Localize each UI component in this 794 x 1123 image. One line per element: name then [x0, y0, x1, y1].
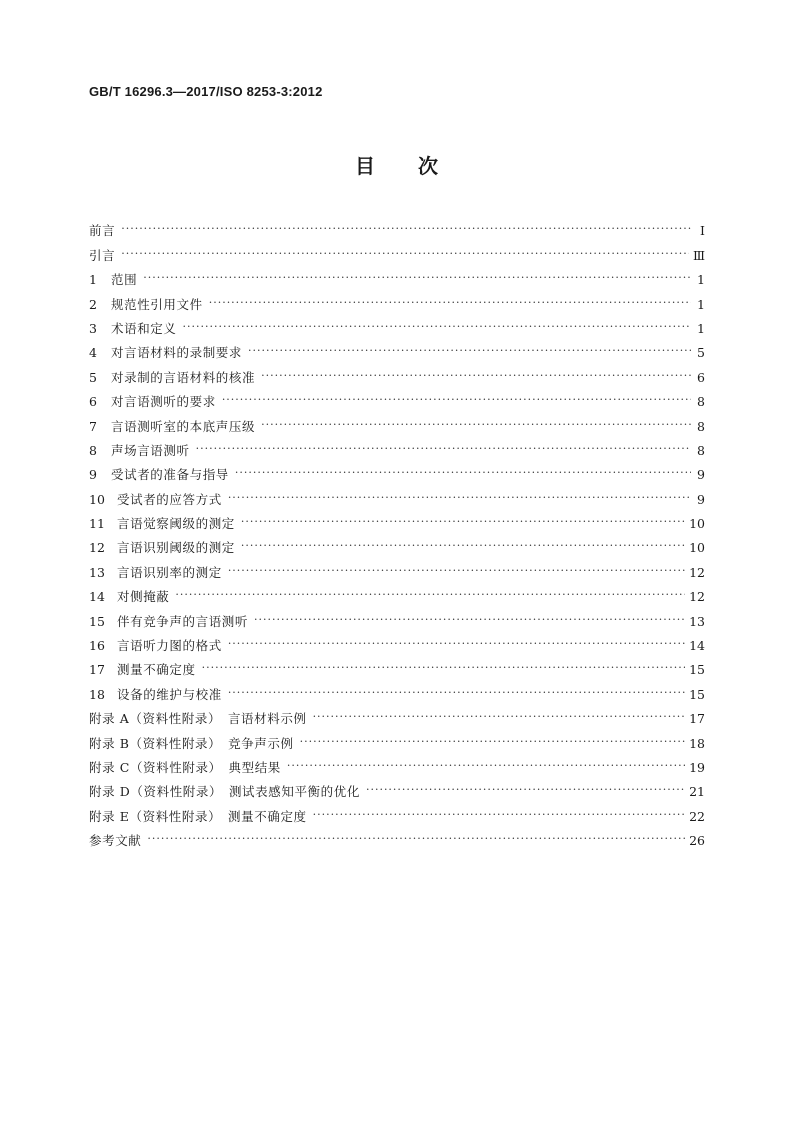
toc-entry-page: 5: [697, 345, 705, 361]
toc-entry[interactable]: [89, 483, 705, 507]
toc-entry-label: 伴有竞争声的言语测听: [117, 613, 249, 629]
toc-entry[interactable]: [89, 239, 705, 263]
toc-entry-number: 8: [89, 442, 97, 458]
toc-entry-label: 声场言语测听: [111, 442, 190, 458]
toc-entry-number: 15: [89, 613, 105, 629]
toc-entry-page: 8: [697, 418, 705, 434]
toc-entry-page: 9: [697, 467, 705, 483]
toc-entry-number: 7: [89, 418, 97, 434]
toc-entry[interactable]: [89, 264, 705, 288]
toc-entry-label: 引言: [89, 247, 116, 263]
toc-entry-label: 受试者的准备与指导: [111, 467, 229, 483]
toc-entry[interactable]: [89, 386, 705, 410]
toc-entry-page: Ⅲ: [692, 247, 705, 263]
toc-entry-label: 附录 A（资料性附录） 言语材料示例: [89, 711, 307, 727]
toc-entry-number: 16: [89, 638, 105, 654]
toc-entry[interactable]: [89, 581, 705, 605]
toc-entry[interactable]: [89, 605, 705, 629]
toc-entry-label: 言语测听室的本底声压级: [111, 418, 256, 434]
toc-entry[interactable]: [89, 800, 705, 824]
toc-entry-label: 设备的维护与校准: [117, 686, 222, 702]
toc-entry[interactable]: [89, 825, 705, 849]
toc-entry[interactable]: [89, 752, 705, 776]
standard-code-header: GB/T 16296.3—2017/ISO 8253-3:2012: [89, 84, 323, 99]
toc-leader-dots: [300, 734, 685, 750]
toc-title: 目 次: [355, 154, 439, 178]
toc-entry-page: 8: [697, 442, 705, 458]
toc-leader-dots: [196, 441, 691, 457]
toc-entry-page: 8: [697, 394, 705, 410]
toc-entry-label: 对录制的言语材料的核准: [111, 369, 256, 385]
toc-entry-number: 12: [89, 540, 105, 556]
toc-leader-dots: [261, 417, 691, 433]
toc-entry[interactable]: [89, 654, 705, 678]
toc-entry[interactable]: [89, 556, 705, 580]
toc-entry[interactable]: [89, 435, 705, 459]
toc-entry[interactable]: [89, 508, 705, 532]
toc-entry-label: 附录 B（资料性附录） 竞争声示例: [89, 735, 294, 751]
toc-leader-dots: [209, 295, 691, 311]
toc-entry-label: 言语识别率的测定: [117, 564, 222, 580]
toc-leader-dots: [366, 782, 685, 798]
toc-leader-dots: [235, 465, 691, 481]
toc-entry-page: 18: [689, 735, 705, 751]
toc-entry-page: 1: [697, 320, 705, 336]
toc-leader-dots: [143, 270, 691, 286]
toc-entry-label: 规范性引用文件: [111, 296, 203, 312]
toc-leader-dots: [175, 587, 685, 603]
toc-leader-dots: [183, 319, 691, 335]
toc-entry-label: 附录 C（资料性附录） 典型结果: [89, 759, 281, 775]
toc-entry-label: 言语识别阈级的测定: [117, 540, 235, 556]
toc-leader-dots: [121, 246, 689, 262]
toc-leader-dots: [313, 709, 686, 725]
toc-entry-number: 9: [89, 467, 97, 483]
toc-entry-page: 10: [689, 540, 705, 556]
toc-entry-page: 12: [689, 564, 705, 580]
toc-leader-dots: [228, 636, 685, 652]
toc-leader-dots: [261, 368, 691, 384]
toc-entry-label: 对言语测听的要求: [111, 394, 216, 410]
toc-leader-dots: [254, 612, 685, 628]
toc-entry-number: 4: [89, 345, 97, 361]
toc-entry-label: 范围: [111, 272, 138, 288]
toc-entry-page: 15: [689, 686, 705, 702]
toc-entry-page: 17: [689, 711, 705, 727]
toc-entry-label: 对言语材料的录制要求: [111, 345, 243, 361]
toc-leader-dots: [121, 221, 691, 237]
toc-leader-dots: [241, 538, 685, 554]
toc-entry-page: 12: [689, 589, 705, 605]
toc-entry-page: 9: [697, 491, 705, 507]
toc-entry-number: 18: [89, 686, 105, 702]
toc-entry-page: 1: [697, 296, 705, 312]
toc-entry-label: 对侧掩蔽: [117, 589, 170, 605]
toc-entry-number: 17: [89, 662, 105, 678]
toc-entry-page: 14: [689, 638, 705, 654]
toc-leader-dots: [222, 392, 691, 408]
toc-entry-label: 附录 E（资料性附录） 测量不确定度: [89, 808, 307, 824]
toc-entry-number: 13: [89, 564, 105, 580]
toc-entry[interactable]: [89, 532, 705, 556]
toc-entry-label: 参考文献: [89, 833, 142, 849]
toc-leader-dots: [202, 660, 685, 676]
toc-entry-label: 言语觉察阈级的测定: [117, 516, 235, 532]
toc-entry-number: 14: [89, 589, 105, 605]
toc-entry-number: 11: [89, 516, 105, 532]
toc-entry[interactable]: [89, 678, 705, 702]
toc-entry-page: 13: [689, 613, 705, 629]
toc-entry-number: 1: [89, 272, 97, 288]
toc-entry[interactable]: [89, 361, 705, 385]
toc-entry-page: 22: [689, 808, 705, 824]
toc-leader-dots: [228, 685, 685, 701]
toc-entry-page: 19: [689, 759, 705, 775]
toc-entry-page: 1: [697, 272, 705, 288]
toc-leader-dots: [287, 758, 685, 774]
toc-entry-label: 测量不确定度: [117, 662, 196, 678]
toc-entry[interactable]: [89, 727, 705, 751]
toc-entry[interactable]: [89, 215, 705, 239]
toc-leader-dots: [228, 563, 685, 579]
toc-entry[interactable]: [89, 313, 705, 337]
toc-entry-page: 10: [689, 516, 705, 532]
toc-entry-page: 15: [689, 662, 705, 678]
toc-entry[interactable]: [89, 410, 705, 434]
toc-entry-number: 2: [89, 296, 97, 312]
toc-entry[interactable]: [89, 288, 705, 312]
toc-entry-label: 言语听力图的格式: [117, 638, 222, 654]
toc-entry[interactable]: [89, 459, 705, 483]
toc-leader-dots: [313, 807, 685, 823]
toc-entry-page: 21: [689, 784, 705, 800]
toc-entry-label: 前言: [89, 223, 116, 239]
toc-entry-page: 6: [697, 369, 705, 385]
table-of-contents: [89, 215, 705, 849]
toc-entry-number: 3: [89, 320, 97, 336]
toc-entry[interactable]: [89, 776, 705, 800]
toc-leader-dots: [228, 490, 691, 506]
toc-entry-label: 受试者的应答方式: [117, 491, 222, 507]
toc-entry-label: 术语和定义: [111, 320, 177, 336]
toc-entry-label: 附录 D（资料性附录） 测试表感知平衡的优化: [89, 784, 360, 800]
toc-entry-number: 6: [89, 394, 97, 410]
toc-leader-dots: [248, 343, 691, 359]
toc-entry-page: Ⅰ: [700, 223, 705, 239]
toc-entry[interactable]: [89, 703, 705, 727]
toc-entry[interactable]: [89, 630, 705, 654]
toc-leader-dots: [147, 831, 685, 847]
toc-entry-number: 5: [89, 369, 97, 385]
toc-entry[interactable]: [89, 337, 705, 361]
toc-entry-page: 26: [689, 833, 705, 849]
toc-leader-dots: [241, 514, 685, 530]
toc-entry-number: 10: [89, 491, 105, 507]
